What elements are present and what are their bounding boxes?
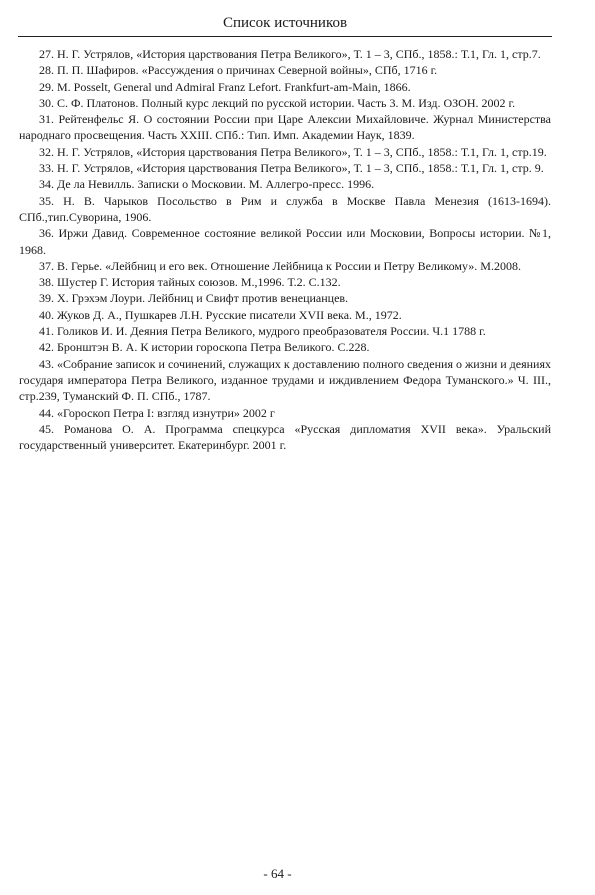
reference-item: 41. Голиков И. И. Деяния Петра Великого, мудрого преобразователя России. Ч.1 1788 г.	[39, 324, 486, 339]
reference-item: 35. Н. В. Чарыков Посольство в Рим и служба в Москве Павла Менезия (1613-1694). СПб.,тип.Суворина, 1906.	[19, 193, 551, 224]
reference-item: 34. Де ла Невилль. Записки о Московии. М. Аллегро-пресс. 1996.	[39, 177, 375, 192]
reference-item: 44. «Гороскоп Петра I: взгляд изнутри» 2002 г	[39, 405, 275, 420]
reference-item: 45. Романова О. А. Программа спецкурса «Русская дипломатия XVII века». Уральский государственный университет. Екатеринбург. 2001 г.	[19, 421, 551, 453]
reference-item: 30. С. Ф. Платонов. Полный курс лекций по русской истории. Часть 3. М. Изд. ОЗОН. 2002 г.	[39, 95, 516, 110]
reference-item: 40. Жуков Д. А., Пушкарев Л.Н. Русские писатели XVII века. М., 1972.	[39, 307, 402, 322]
reference-item: 33. Н. Г. Устрялов, «История царствования Петра Великого», Т. 1 – 3, СПб., 1858.: Т.1, Гл. 1, стр. 9.	[39, 161, 544, 176]
reference-item: 37. В. Герье. «Лейбниц и его век. Отношение Лейбница к России и Петру Великому». М.2008.	[39, 258, 521, 273]
reference-item: 43. «Собрание записок и сочинений, служащих к доставлению полного сведения о жизни и деяниях государя императора Петра Великого, изданное трудами и иждивлением Федора Туманского.» Ч. III., стр.239, Туманский Ф. П. СПб., 1787.	[19, 356, 551, 404]
reference-item: 39. Х. Грэхэм Лоури. Лейбниц и Свифт против венецианцев.	[39, 291, 349, 306]
header-rule	[18, 36, 552, 37]
reference-item: 27. Н. Г. Устрялов, «История царствования Петра Великого», Т. 1 – 3, СПб., 1858.: Т.1, Гл. 1, стр.7.	[39, 47, 541, 61]
reference-item: 38. Шустер Г. История тайных союзов. М.,1996. Т.2. С.132.	[39, 275, 341, 290]
reference-list	[19, 46, 551, 453]
reference-item: 36. Иржи Давид. Современное состояние великой России или Московии, Вопросы истории. №1, 1968.	[19, 226, 551, 257]
reference-item: 28. П. П. Шафиров. «Рассуждения о причинах Северной войны», СПб, 1716 г.	[39, 63, 438, 78]
reference-item: 31. Рейтенфельс Я. О состоянии России при Царе Алексии Михайловиче. Журнал Министерства народнаго просвещения. Часть XXIII. СПб.: Тип. Имп. Академии Наук, 1839.	[19, 112, 551, 143]
running-header: Список источников	[222, 15, 348, 31]
page-number: - 64 -	[263, 866, 292, 881]
reference-item: 32. Н. Г. Устрялов, «История царствования Петра Великого», Т. 1 – 3, СПб., 1858.: Т.1, Гл. 1, стр.19.	[39, 144, 547, 159]
reference-item: 42. Бронштэн В. А. К истории гороскопа Петра Великого. С.228.	[39, 340, 370, 355]
reference-item: 29. M. Posselt, General und Admiral Franz Lefort. Frankfurt-am-Main, 1866.	[39, 79, 411, 94]
